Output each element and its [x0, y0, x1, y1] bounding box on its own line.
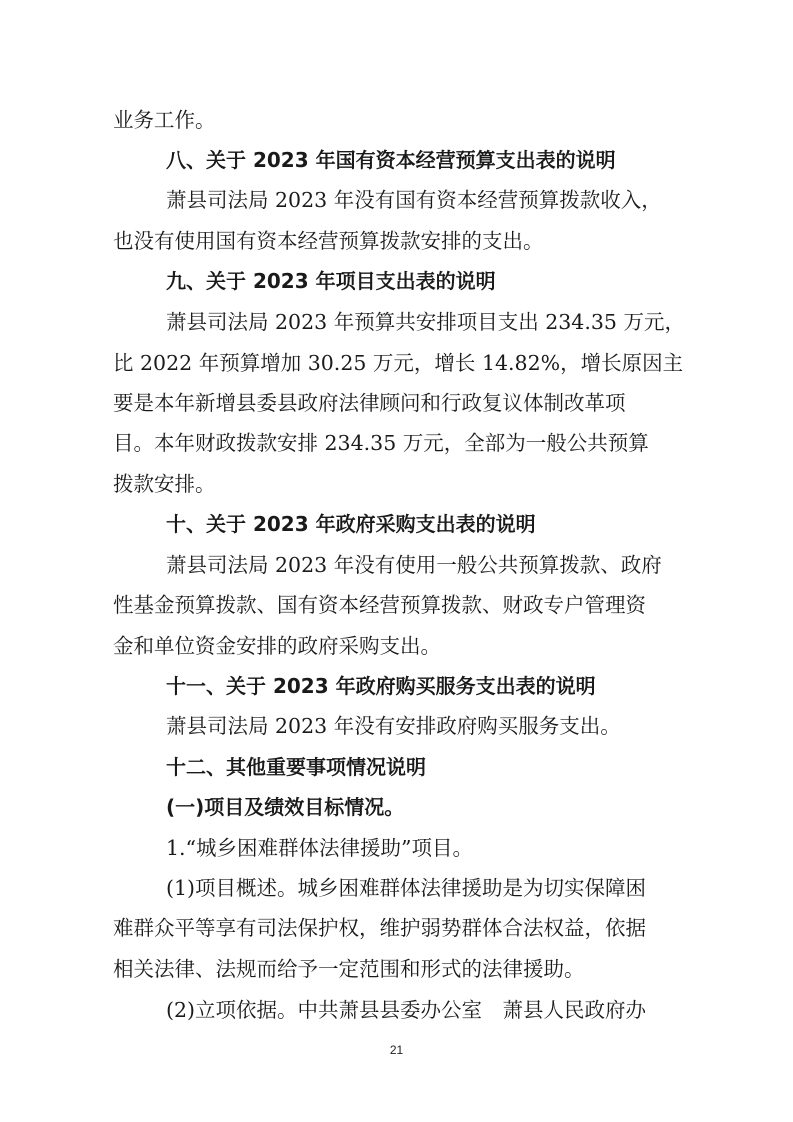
body-text-line: 1.“城乡困难群体法律援助”项目。	[166, 836, 474, 860]
section-heading-12: 十二、其他重要事项情况说明	[166, 755, 426, 779]
body-text-line: 金和单位资金安排的政府采购支出。	[113, 634, 441, 658]
body-text-line: (1)项目概述。城乡困难群体法律援助是为切实保障困	[166, 876, 647, 900]
body-text-line: 难群众平等享有司法保护权，维护弱势群体合法权益，依据	[113, 916, 646, 940]
body-text-line: 相关法律、法规而给予一定范围和形式的法律援助。	[113, 957, 585, 981]
body-text-line: 比 2022 年预算增加 30.25 万元，增长 14.82%，增长原因主	[113, 351, 684, 375]
body-text-line: 萧县司法局 2023 年预算共安排项目支出 234.35 万元，	[166, 310, 685, 334]
body-text-line: 业务工作。	[113, 108, 216, 132]
section-heading-9: 九、关于 2023 年项目支出表的说明	[166, 269, 496, 293]
section-heading-8: 八、关于 2023 年国有资本经营预算支出表的说明	[166, 148, 616, 172]
body-text-line: 目。本年财政拨款安排 234.35 万元，全部为一般公共预算	[113, 431, 649, 455]
section-heading-10: 十、关于 2023 年政府采购支出表的说明	[166, 512, 536, 536]
body-text-line: 性基金预算拨款、国有资本经营预算拨款、财政专户管理资	[113, 593, 646, 617]
subsection-heading: (一)项目及绩效目标情况。	[166, 795, 405, 819]
page-number: 21	[389, 1043, 404, 1057]
body-text-line: 萧县司法局 2023 年没有国有资本经营预算拨款收入，	[166, 188, 662, 212]
body-text-line: 萧县司法局 2023 年没有安排政府购买服务支出。	[166, 714, 621, 738]
body-text-line: 也没有使用国有资本经营预算拨款安排的支出。	[113, 229, 544, 253]
body-text-line: 要是本年新增县委县政府法律顾问和行政复议体制改革项	[113, 391, 626, 415]
body-text-line: (2)立项依据。中共萧县县委办公室 萧县人民政府办	[166, 998, 647, 1022]
section-heading-11: 十一、关于 2023 年政府购买服务支出表的说明	[166, 674, 596, 698]
body-text-line: 萧县司法局 2023 年没有使用一般公共预算拨款、政府	[166, 553, 662, 577]
body-text-line: 拨款安排。	[113, 472, 216, 496]
